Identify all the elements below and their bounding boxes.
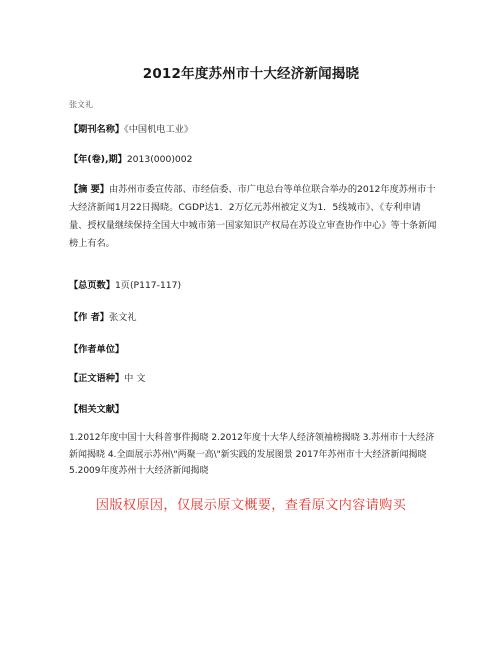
abstract-label: 【摘 要】	[69, 184, 109, 195]
journal-value: 《中国机电工业》	[124, 124, 194, 135]
authors-value: 张文礼	[108, 312, 137, 323]
authors-label: 【作 者】	[69, 312, 109, 323]
abstract-text: 由苏州市委宣传部、市经信委、市广电总台等单位联合举办的2012年度苏州市十大经济新闻1月22日揭晓。CGDP达1．2万亿元苏州被定义为1．5线城市》、《专利申请量、授权量继续保持全国大中城市第一国家知识产权局在苏设立审查协作中心》等十条新闻榜上有名。	[69, 184, 437, 249]
abstract-field	[69, 181, 437, 253]
journal-label: 【期刊名称】	[69, 124, 125, 135]
year-volume-issue-field	[69, 151, 437, 169]
author-unit-field	[69, 341, 437, 359]
page-count-value: 1页(P117-117)	[114, 280, 182, 291]
year-volume-issue-value: 2013(000)002	[126, 154, 193, 165]
year-volume-issue-label: 【年(卷),期】	[69, 154, 127, 165]
language-label: 【正文语种】	[69, 373, 125, 384]
page-count-label: 【总页数】	[69, 280, 115, 291]
language-value: 中 文	[124, 373, 146, 384]
copyright-notice: 因版权原因，仅展示原文概要，查看原文内容请购买	[95, 498, 407, 513]
journal-field	[69, 121, 437, 139]
author-unit-label: 【作者单位】	[69, 344, 125, 355]
language-field	[69, 370, 437, 388]
related-literature-list: 1.2012年度中国十大科普事件揭晓 2.2012年度十大华人经济领袖榜揭晓 3.苏州市十大经济新闻揭晓 4.全面展示苏州\"两聚一高\"新实践的发展图景 2017年苏州市十大经济新闻揭晓 5.2009年度苏州十大经济新闻揭晓	[69, 433, 435, 476]
document-title: 2012年度苏州市十大经济新闻揭晓	[142, 66, 360, 82]
page-count-field	[69, 277, 437, 295]
authors-field	[69, 309, 437, 327]
related-literature-field	[69, 401, 437, 419]
related-literature-label: 【相关文献】	[69, 404, 125, 415]
author-byline: 张文礼	[69, 100, 93, 109]
